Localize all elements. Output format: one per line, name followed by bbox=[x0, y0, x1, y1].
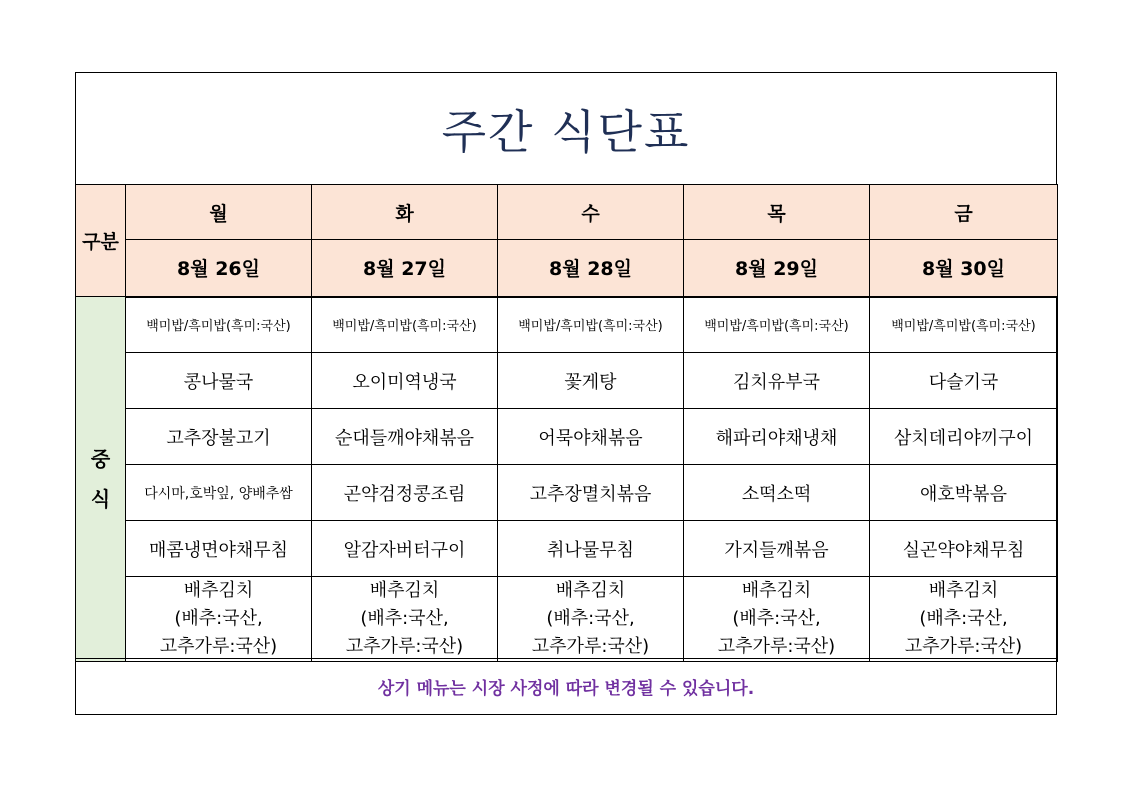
date-row bbox=[76, 240, 1058, 297]
menu-cell: 알감자버터구이 bbox=[312, 521, 498, 577]
kimchi-cell bbox=[312, 577, 498, 662]
menu-cell: 실곤약야채무침 bbox=[870, 521, 1058, 577]
kimchi-cell bbox=[870, 577, 1058, 662]
kimchi-origin-1: (배추:국산, bbox=[732, 608, 821, 629]
day-row bbox=[76, 185, 1058, 240]
menu-cell: 어묵야채볶음 bbox=[498, 409, 684, 465]
menu-cell: 백미밥/흑미밥(흑미:국산) bbox=[684, 297, 870, 353]
category-label: 구분 bbox=[76, 185, 126, 297]
date-thu: 8월 29일 bbox=[684, 240, 870, 297]
day-tue: 화 bbox=[312, 185, 498, 240]
menu-cell: 백미밥/흑미밥(흑미:국산) bbox=[312, 297, 498, 353]
kimchi-name: 배추김치 bbox=[183, 580, 254, 601]
day-wed: 수 bbox=[498, 185, 684, 240]
kimchi-origin-1: (배추:국산, bbox=[174, 608, 263, 629]
kimchi-name: 배추김치 bbox=[741, 580, 812, 601]
menu-cell: 백미밥/흑미밥(흑미:국산) bbox=[870, 297, 1058, 353]
menu-table bbox=[75, 184, 1058, 662]
kimchi-name: 배추김치 bbox=[555, 580, 626, 601]
menu-row-main bbox=[76, 409, 1058, 465]
date-wed: 8월 28일 bbox=[498, 240, 684, 297]
menu-cell: 백미밥/흑미밥(흑미:국산) bbox=[126, 297, 312, 353]
menu-cell: 매콤냉면야채무침 bbox=[126, 521, 312, 577]
day-mon: 월 bbox=[126, 185, 312, 240]
date-tue: 8월 27일 bbox=[312, 240, 498, 297]
menu-row-soup bbox=[76, 353, 1058, 409]
day-thu: 목 bbox=[684, 185, 870, 240]
menu-cell: 김치유부국 bbox=[684, 353, 870, 409]
menu-cell: 취나물무침 bbox=[498, 521, 684, 577]
menu-cell: 삼치데리야끼구이 bbox=[870, 409, 1058, 465]
kimchi-cell bbox=[498, 577, 684, 662]
menu-cell: 다시마,호박잎, 양배추쌈 bbox=[126, 465, 312, 521]
kimchi-cell bbox=[684, 577, 870, 662]
menu-cell: 고추장멸치볶음 bbox=[498, 465, 684, 521]
day-fri: 금 bbox=[870, 185, 1058, 240]
kimchi-origin-2: 고추가루:국산) bbox=[904, 636, 1023, 657]
menu-cell: 꽃게탕 bbox=[498, 353, 684, 409]
menu-cell: 가지들깨볶음 bbox=[684, 521, 870, 577]
kimchi-origin-2: 고추가루:국산) bbox=[345, 636, 464, 657]
kimchi-name: 배추김치 bbox=[369, 580, 440, 601]
menu-cell: 콩나물국 bbox=[126, 353, 312, 409]
date-mon: 8월 26일 bbox=[126, 240, 312, 297]
menu-cell: 오이미역냉국 bbox=[312, 353, 498, 409]
lunch-label-char-1: 중 bbox=[90, 447, 111, 471]
weekly-menu-sheet bbox=[75, 72, 1057, 715]
kimchi-cell bbox=[126, 577, 312, 662]
kimchi-origin-2: 고추가루:국산) bbox=[717, 636, 836, 657]
menu-cell: 순대들깨야채볶음 bbox=[312, 409, 498, 465]
footer-notice: 상기 메뉴는 시장 사정에 따라 변경될 수 있습니다. bbox=[76, 658, 1056, 714]
date-fri: 8월 30일 bbox=[870, 240, 1058, 297]
menu-cell: 고추장불고기 bbox=[126, 409, 312, 465]
menu-cell: 애호박볶음 bbox=[870, 465, 1058, 521]
kimchi-name: 배추김치 bbox=[928, 580, 999, 601]
menu-cell: 다슬기국 bbox=[870, 353, 1058, 409]
kimchi-origin-1: (배추:국산, bbox=[919, 608, 1008, 629]
menu-cell: 소떡소떡 bbox=[684, 465, 870, 521]
kimchi-origin-1: (배추:국산, bbox=[360, 608, 449, 629]
menu-row-side2 bbox=[76, 521, 1058, 577]
lunch-label bbox=[76, 297, 126, 662]
menu-cell: 해파리야채냉채 bbox=[684, 409, 870, 465]
kimchi-origin-2: 고추가루:국산) bbox=[159, 636, 278, 657]
page-title: 주간 식단표 bbox=[441, 105, 691, 159]
kimchi-origin-2: 고추가루:국산) bbox=[531, 636, 650, 657]
menu-cell: 백미밥/흑미밥(흑미:국산) bbox=[498, 297, 684, 353]
kimchi-origin-1: (배추:국산, bbox=[546, 608, 635, 629]
menu-cell: 곤약검정콩조림 bbox=[312, 465, 498, 521]
menu-row-side1 bbox=[76, 465, 1058, 521]
lunch-label-char-2: 식 bbox=[90, 487, 111, 511]
menu-row-kimchi bbox=[76, 577, 1058, 662]
menu-row-rice bbox=[76, 297, 1058, 353]
